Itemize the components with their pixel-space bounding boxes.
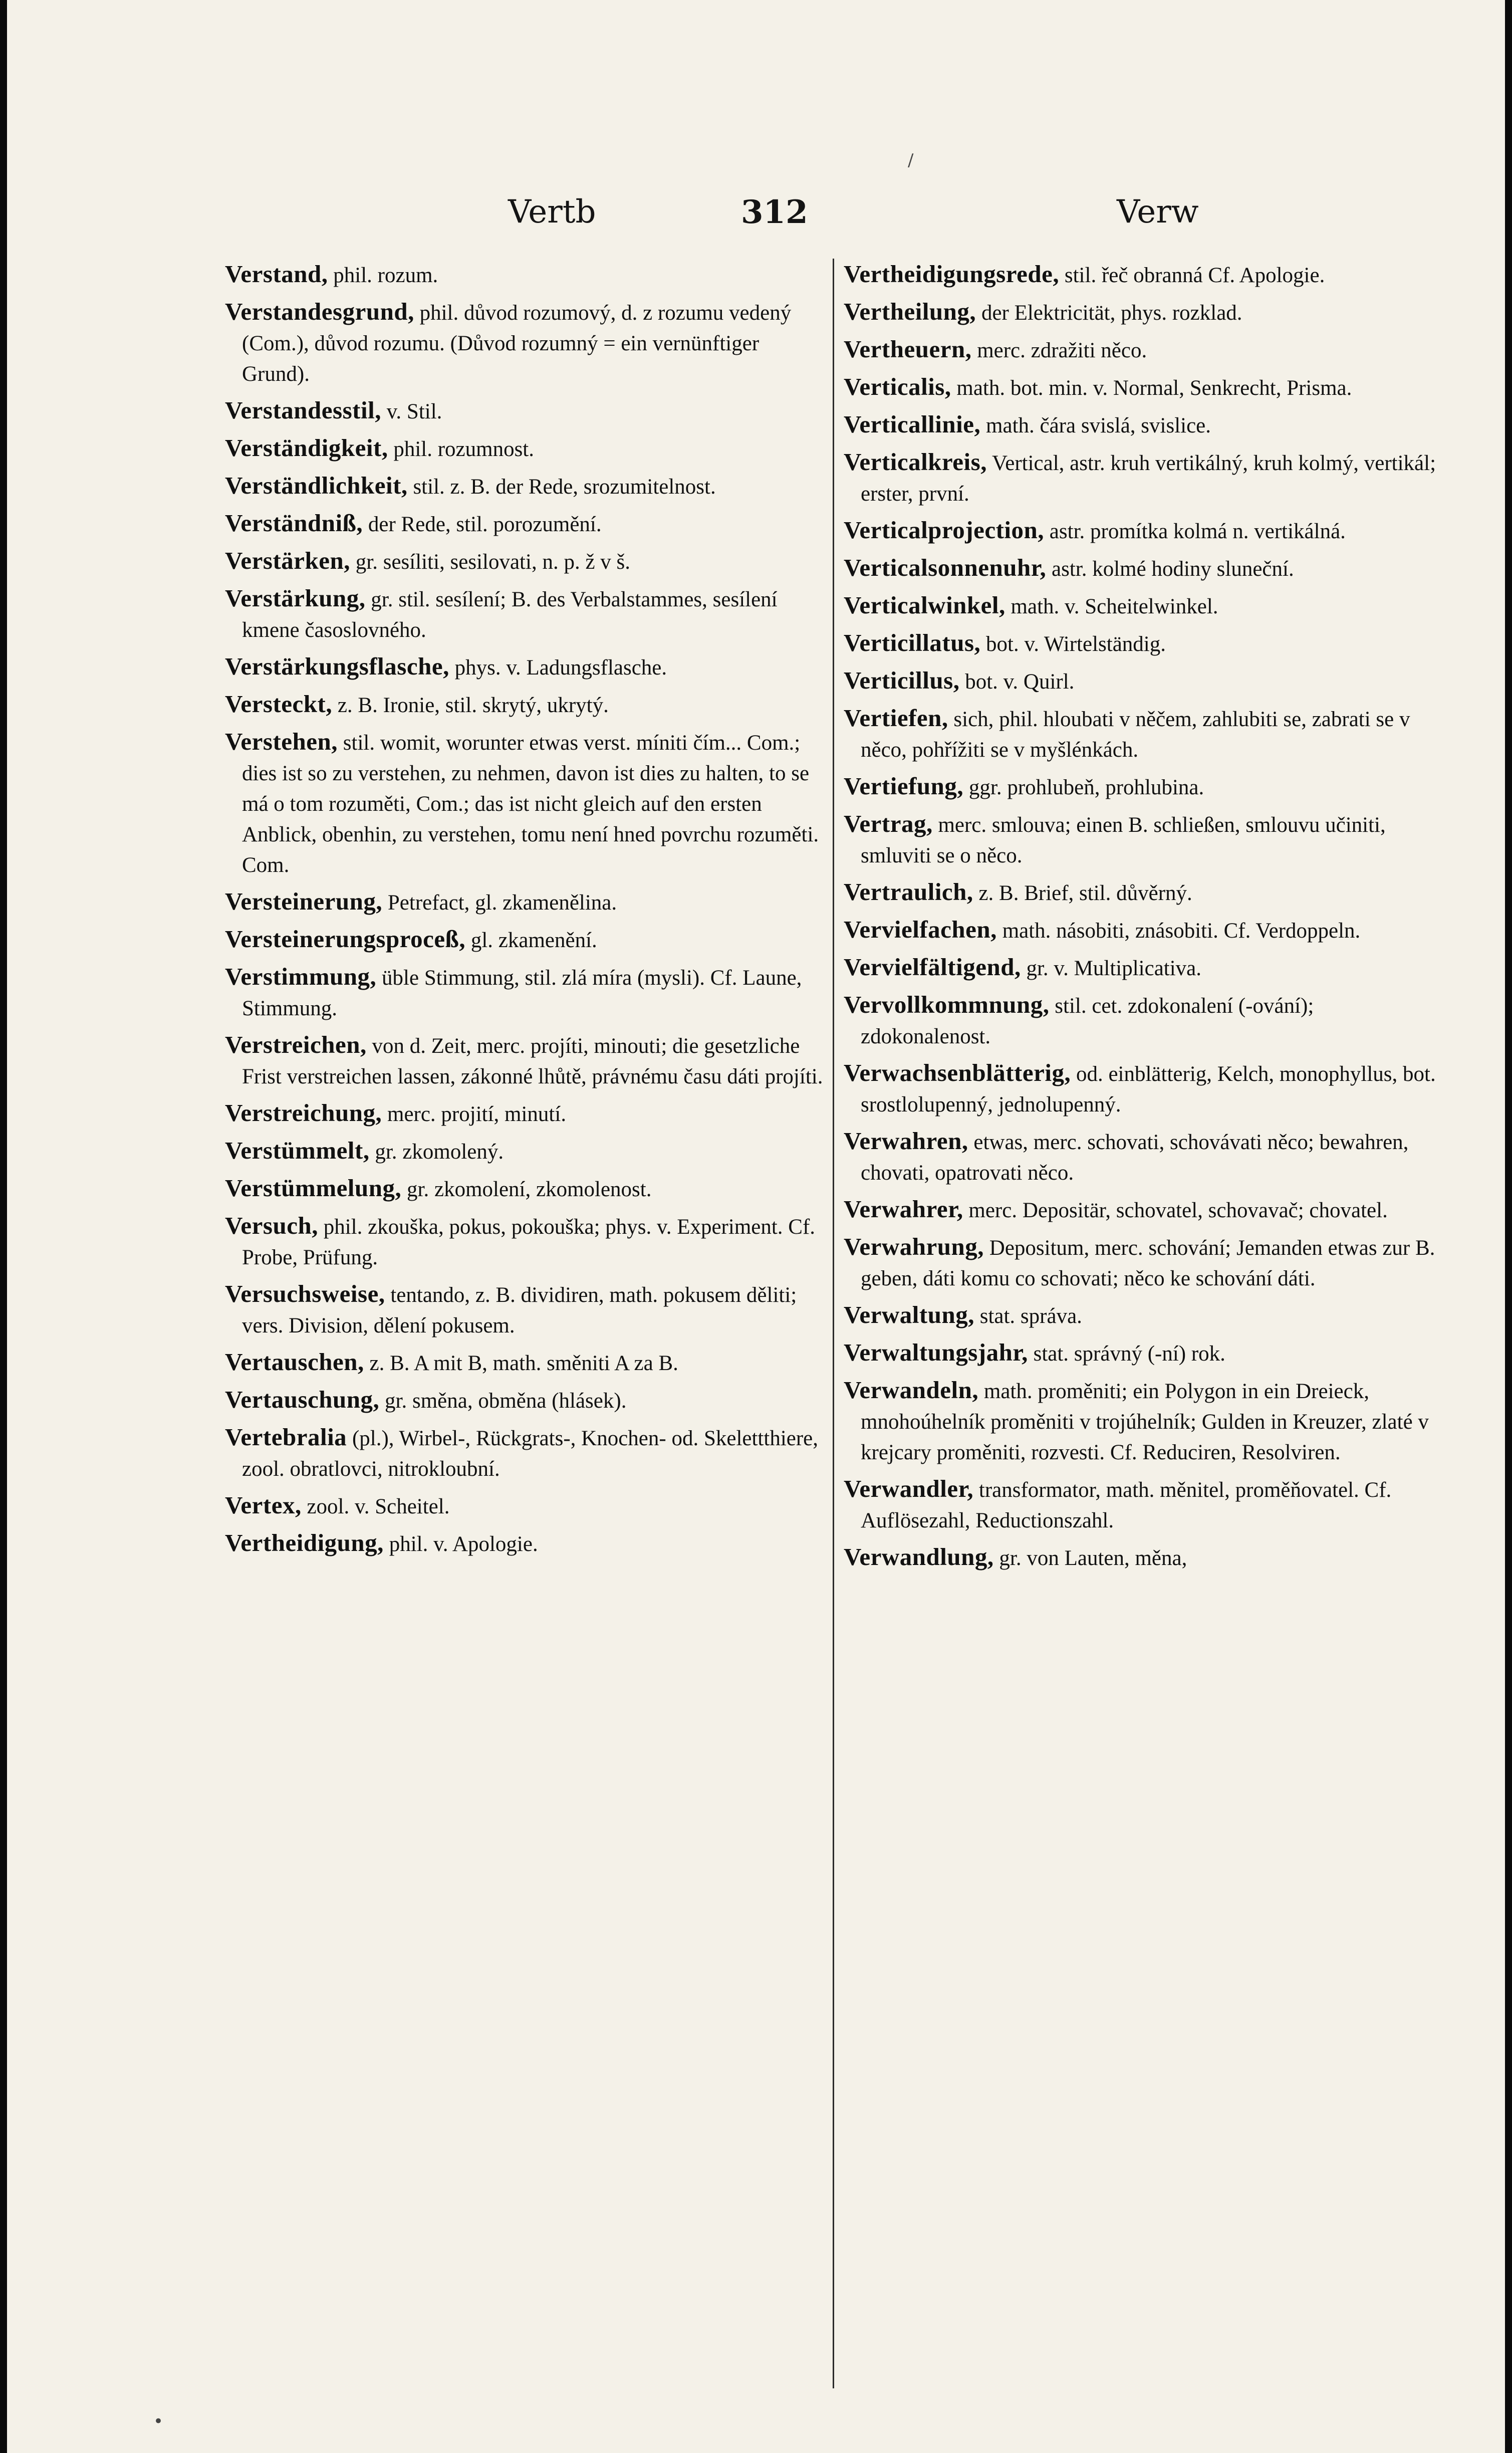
headword: Vertiefen, [844,704,948,732]
headword: Vervielfachen, [844,916,997,943]
headword: Verstehen, [225,728,338,755]
dictionary-entry [844,1375,1445,1468]
dictionary-entry [844,296,1445,328]
dictionary-entry [844,334,1445,366]
headword: Verstand, [225,260,328,288]
dictionary-entry [844,914,1445,946]
dictionary-entry [225,470,826,502]
dictionary-entry [225,1422,826,1484]
dictionary-entry [844,1194,1445,1226]
headword: Verstärken, [225,547,351,574]
definition: phil. důvod rozumový, d. z rozumu vedený (Com.), důvod rozumu. (Důvod rozumný = ein vernünftiger Grund). [242,301,792,386]
dictionary-entry [844,447,1445,509]
dictionary-entry [225,508,826,540]
headword: Verwahrung, [844,1233,984,1260]
definition: math. v. Scheitelwinkel. [1011,595,1218,618]
definition: stat. správa. [979,1304,1082,1328]
dictionary-entry [844,515,1445,547]
dictionary-entry [844,259,1445,291]
headword: Vertheidigungsrede, [844,260,1060,288]
definition: gr. stil. sesílení; B. des Verbalstammes, sesílení kmene časoslovného. [242,588,778,642]
dictionary-entry [844,1541,1445,1574]
dictionary-entry [225,395,826,427]
dictionary-entry [844,771,1445,803]
definition: (pl.), Wirbel-, Rückgrats-, Knochen- od. Skelettthiere, zool. obratlovci, nitrokloubní. [242,1427,819,1481]
headword: Vertauschen, [225,1348,364,1376]
definition: phil. zkouška, pokus, pokouška; phys. v. Experiment. Cf. Probe, Prüfung. [242,1215,816,1269]
headword: Verticillus, [844,666,960,694]
definition: phil. rozumnost. [393,437,535,461]
ink-mark-bottom: • [153,2411,164,2431]
definition: Vertical, astr. kruh vertikálný, kruh kolmý, vertikál; erster, první. [861,452,1436,506]
headword: Versuch, [225,1212,318,1239]
definition: etwas, merc. schovati, schovávati něco; bewahren, chovati, opatrovati něco. [861,1131,1409,1185]
headword: Vertebralia [225,1423,347,1451]
definition: sich, phil. hloubati v něčem, zahlubiti se, zabrati se v něco, pohřížiti se v myšlénkách. [861,708,1410,762]
definition: phil. rozum. [333,264,438,287]
definition: stat. správný (-ní) rok. [1033,1342,1225,1366]
definition: gr. zkomolení, zkomolenost. [407,1178,652,1201]
definition: Petrefact, gl. zkamenělina. [387,891,617,915]
headword: Verständlichkeit, [225,472,408,499]
definition: der Elektricität, phys. rozklad. [981,301,1242,325]
headword: Verständigkeit, [225,434,388,462]
left-column [225,259,826,2413]
dictionary-entry [844,989,1445,1052]
headword: Verstreichung, [225,1099,382,1127]
dictionary-entry [225,1097,826,1130]
headword: Verwandler, [844,1475,974,1502]
headword: Verwahren, [844,1127,968,1155]
definition: stil. cet. zdokonalení (-ování); zdokonalenost. [861,994,1314,1048]
headword: Vertex, [225,1491,302,1519]
running-head-left: Vertb [508,193,596,231]
definition: gr. sesíliti, sesilovati, n. p. ž v š. [355,550,631,574]
definition: gr. von Lauten, měna, [999,1546,1187,1570]
dictionary-entry [844,590,1445,622]
headword: Verwaltung, [844,1301,974,1328]
definition: zool. v. Scheitel. [307,1495,450,1518]
page-number: 312 [741,193,808,231]
running-head-right: Verw [1117,193,1199,231]
dictionary-entry [225,1135,826,1167]
definition: merc. smlouva; einen B. schließen, smlouvu učiniti, smluviti se o něco. [861,813,1386,867]
headword: Verticalsonnenuhr, [844,554,1047,581]
definition: gl. zkamenění. [470,929,597,952]
headword: Versteinerung, [225,887,383,915]
dictionary-entry [844,371,1445,403]
headword: Verstümmelt, [225,1137,370,1164]
definition: transformator, math. měnitel, proměňovatel. Cf. Auflösezahl, Reductionszahl. [861,1478,1392,1532]
definition: merc. zdražiti něco. [977,339,1147,362]
dictionary-entry [225,924,826,956]
dictionary-entry [844,409,1445,441]
definition: stil. řeč obranná Cf. Apologie. [1064,264,1325,287]
definition: Depositum, merc. schování; Jemanden etwas zur B. geben, dáti komu co schovati; něco ke schování dáti. [861,1236,1435,1290]
headword: Verwahrer, [844,1195,963,1223]
dictionary-entry [225,1029,826,1092]
dictionary-entry [844,1337,1445,1369]
definition: üble Stimmung, stil. zlá míra (mysli). Cf. Laune, Stimmung. [242,966,802,1020]
definition: merc. Depositär, schovatel, schovavač; chovatel. [968,1199,1388,1222]
headword: Verwaltungsjahr, [844,1339,1028,1366]
definition: z. B. Brief, stil. důvěrný. [978,881,1192,905]
dictionary-entry [844,665,1445,697]
definition: math. násobiti, znásobiti. Cf. Verdoppeln. [1002,919,1361,943]
definition: der Rede, stil. porozumění. [368,513,602,536]
dictionary-entry [844,703,1445,765]
headword: Vertiefung, [844,772,964,800]
dictionary-entry [225,1347,826,1379]
dictionary-entry [225,259,826,291]
dictionary-entry [225,689,826,721]
headword: Verticalwinkel, [844,591,1005,619]
headword: Vertraulich, [844,878,973,906]
right-column [844,259,1445,2413]
dictionary-entry [844,1473,1445,1536]
definition: gr. v. Multiplicativa. [1026,957,1202,980]
headword: Vervollkommnung, [844,991,1050,1018]
headword: Verstärkung, [225,584,366,612]
definition: stil. z. B. der Rede, srozumitelnost. [413,475,716,499]
dictionary-entry [844,1231,1445,1294]
headword: Vertheidigung, [225,1529,384,1556]
definition: v. Stil. [386,400,442,423]
definition: astr. kolmé hodiny sluneční. [1052,557,1294,581]
definition: stil. womit, worunter etwas verst. míniti čím... Com.; dies ist so zu verstehen, zu nehmen, davon ist dies zu halten, to se má o tom rozuměti, Com.; das ist nicht gleich auf den ersten Anblick, obenhin, zu verstehen, tomu není hned povrchu rozuměti. Com. [242,731,819,877]
dictionary-entry [225,1278,826,1341]
dictionary-entry [225,1490,826,1522]
headword: Versuchsweise, [225,1280,385,1307]
definition: merc. projití, minutí. [387,1102,567,1126]
headword: Verticalis, [844,373,951,400]
headword: Versteinerungsproceß, [225,925,466,953]
headword: Verticillatus, [844,629,981,656]
definition: astr. promítka kolmá n. vertikálná. [1049,520,1346,543]
headword: Verstümmelung, [225,1174,402,1202]
dictionary-entry [225,1527,826,1559]
headword: Verwandlung, [844,1543,994,1571]
dictionary-entry [844,1299,1445,1331]
dictionary-entry [844,1126,1445,1188]
headword: Verstreichen, [225,1031,367,1058]
dictionary-entry [225,1173,826,1205]
dictionary-entry [225,886,826,918]
dictionary-entry [225,651,826,683]
definition: phys. v. Ladungsflasche. [454,656,667,680]
headword: Versteckt, [225,690,333,718]
headword: Verstandesgrund, [225,298,414,325]
definition: gr. směna, obměna (hlásek). [385,1389,627,1413]
headword: Verständniß, [225,509,363,537]
definition: z. B. Ironie, stil. skrytý, ukrytý. [337,694,609,717]
dictionary-entry [225,545,826,577]
definition: phil. v. Apologie. [389,1532,538,1556]
definition: tentando, z. B. dividiren, math. pokusem děliti; vers. Division, dělení pokusem. [242,1283,797,1337]
headword: Vertauschung, [225,1386,380,1413]
dictionary-entry [225,961,826,1024]
definition: ggr. prohlubeň, prohlubina. [968,776,1204,799]
definition: bot. v. Quirl. [965,670,1075,694]
headword: Verstärkungsflasche, [225,652,449,680]
definition: od. einblätterig, Kelch, monophyllus, bot. srostlolupenný, jednolupenný. [861,1062,1436,1117]
page [7,0,1505,2453]
headword: Verstandesstil, [225,396,381,424]
dictionary-entry [844,552,1445,584]
dictionary-entry [844,1057,1445,1120]
dictionary-entry [225,1210,826,1273]
dictionary-entry [844,627,1445,659]
definition: bot. v. Wirtelständig. [986,632,1166,656]
dictionary-entry [225,432,826,465]
dictionary-entry [225,583,826,645]
definition: gr. zkomolený. [375,1140,504,1164]
definition: z. B. A mit B, math. směniti A za B. [369,1352,678,1375]
column-divider [833,259,834,2388]
headword: Verstimmung, [225,963,377,990]
dictionary-entry [844,876,1445,909]
headword: Vertheilung, [844,298,976,325]
definition: math. bot. min. v. Normal, Senkrecht, Prisma. [956,376,1352,400]
dictionary-entry [225,296,826,389]
dictionary-entry [844,952,1445,984]
headword: Verticalprojection, [844,516,1045,544]
headword: Vertrag, [844,810,933,837]
dictionary-entry [225,726,826,880]
dictionary-entry [225,1384,826,1416]
dictionary-entry [844,808,1445,871]
headword: Verticalkreis, [844,448,987,476]
definition: math. čára svislá, svislice. [986,414,1211,437]
headword: Verticallinie, [844,410,981,438]
ink-mark-top: / [908,150,914,170]
headword: Verwandeln, [844,1376,979,1404]
headword: Vervielfältigend, [844,953,1021,981]
headword: Vertheuern, [844,335,972,363]
definition: math. proměniti; ein Polygon in ein Dreieck, mnohoúhelník proměniti v trojúhelník; Gulden in Kreuzer, zlaté v krejcary proměniti, rozvesti. Cf. Reduciren, Resolviren. [861,1380,1429,1464]
headword: Verwachsenblätterig, [844,1059,1071,1086]
definition: von d. Zeit, merc. projíti, minouti; die gesetzliche Frist verstreichen lassen, zákonné lhůtě, právnému času dáti projíti. [242,1034,823,1088]
